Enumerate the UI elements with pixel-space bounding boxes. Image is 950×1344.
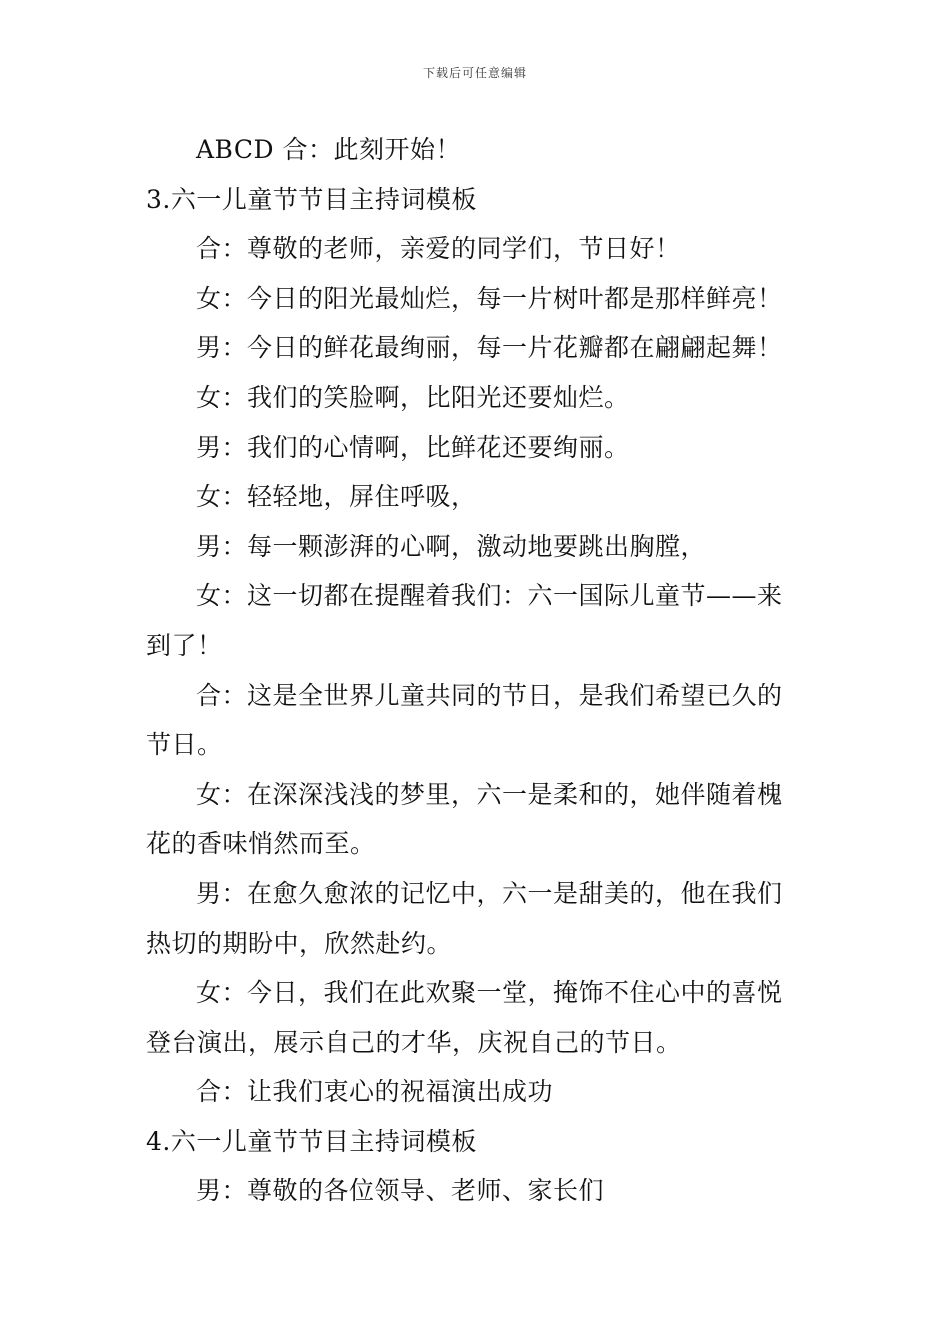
- paragraph-line: 女：轻轻地，屏住呼吸，: [196, 482, 477, 512]
- paragraph-line: 合：让我们衷心的祝福演出成功: [196, 1077, 554, 1107]
- paragraph-line: 男：我们的心情啊，比鲜花还要绚丽。: [196, 432, 630, 462]
- page-header: 下载后可任意编辑: [422, 66, 527, 80]
- section-heading: 3.六一儿童节节目主持词模板: [146, 184, 477, 214]
- paragraph-line: 男：在愈久愈浓的记忆中，六一是甜美的，他在我们: [196, 878, 783, 908]
- section-heading: 4.六一儿童节节目主持词模板: [146, 1126, 477, 1156]
- paragraph-line-continued: 登台演出，展示自己的才华，庆祝自己的节日。: [146, 1027, 682, 1057]
- paragraph-line-continued: 节日。: [146, 730, 223, 760]
- paragraph-line: 男：尊敬的各位领导、老师、家长们: [196, 1176, 605, 1206]
- paragraph-line: ABCD 合：此刻开始！: [196, 135, 462, 164]
- paragraph-line: 女：今日的阳光最灿烂，每一片树叶都是那样鲜亮！: [196, 283, 783, 313]
- paragraph-line: 合：这是全世界儿童共同的节日，是我们希望已久的: [196, 680, 783, 710]
- paragraph-line-continued: 到了！: [146, 630, 223, 660]
- paragraph-line: 合：尊敬的老师，亲爱的同学们，节日好！: [196, 234, 681, 264]
- paragraph-line: 女：这一切都在提醒着我们：六一国际儿童节——来: [196, 581, 783, 611]
- paragraph-line: 男：每一颗澎湃的心啊，激动地要跳出胸膛，: [196, 531, 707, 561]
- paragraph-line: 女：今日，我们在此欢聚一堂，掩饰不住心中的喜悦: [196, 978, 783, 1008]
- paragraph-line-continued: 花的香味悄然而至。: [146, 829, 376, 859]
- paragraph-line: 男：今日的鲜花最绚丽，每一片花瓣都在翩翩起舞！: [196, 333, 783, 363]
- document-body: [146, 125, 810, 1216]
- paragraph-line: 女：在深深浅浅的梦里，六一是柔和的，她伴随着槐: [196, 779, 783, 809]
- paragraph-line: 女：我们的笑脸啊，比阳光还要灿烂。: [196, 382, 630, 412]
- paragraph-line-continued: 热切的期盼中，欣然赴约。: [146, 928, 453, 958]
